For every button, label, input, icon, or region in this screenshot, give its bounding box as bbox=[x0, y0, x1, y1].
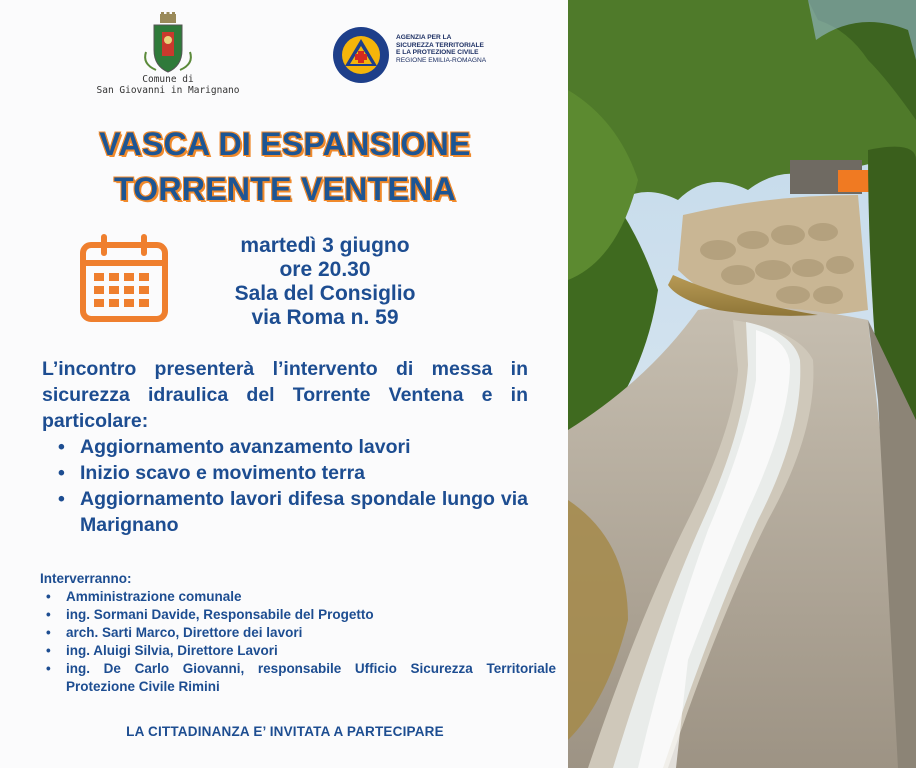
list-item: • Amministrazione comunale bbox=[40, 588, 556, 606]
list-item: • ing. De Carlo Giovanni, responsabile Ufficio Sicurezza Territoriale Protezione Civile Rimini bbox=[40, 660, 556, 696]
event-details bbox=[190, 234, 460, 330]
page-title bbox=[40, 122, 530, 212]
list-item: • Aggiornamento lavori difesa spondale lungo via Marignano bbox=[42, 486, 528, 538]
civil-protection-logo bbox=[332, 26, 390, 84]
stream-channel-photo bbox=[568, 0, 916, 768]
title-line-2: TORRENTE VENTENA bbox=[113, 171, 457, 207]
list-item: • Inizio scavo e movimento terra bbox=[42, 460, 528, 486]
calendar-icon bbox=[78, 233, 170, 325]
speakers-section bbox=[40, 570, 556, 696]
speakers-heading: Interverranno: bbox=[40, 571, 132, 586]
event-time: ore 20.30 bbox=[279, 258, 371, 281]
intro-bullet-list bbox=[42, 434, 528, 538]
municipality-name bbox=[80, 74, 256, 96]
event-date: martedì 3 giugno bbox=[240, 234, 410, 257]
agency-line-4: REGIONE EMILIA-ROMAGNA bbox=[396, 56, 487, 64]
agency-line-1: AGENZIA PER LA bbox=[396, 34, 452, 41]
event-place: Sala del Consiglio bbox=[234, 282, 416, 305]
list-item: • Aggiornamento avanzamento lavori bbox=[42, 434, 528, 460]
title-line-1: VASCA DI ESPANSIONE bbox=[99, 126, 471, 162]
agency-line-3: E LA PROTEZIONE CIVILE bbox=[396, 49, 479, 57]
comune-line-1: Comune di bbox=[142, 74, 194, 85]
agency-name bbox=[396, 34, 556, 64]
list-item: • ing. Sormani Davide, Responsabile del Progetto bbox=[40, 606, 556, 624]
intro-section bbox=[42, 356, 528, 538]
agency-line-2: SICUREZZA TERRITORIALE bbox=[396, 41, 484, 49]
speakers-list bbox=[40, 588, 556, 696]
event-address: via Roma n. 59 bbox=[251, 306, 399, 329]
intro-text: L’incontro presenterà l’intervento di messa in sicurezza idraulica del Torrente Ventena e in particolare: bbox=[42, 358, 528, 432]
municipal-crest-icon bbox=[140, 12, 196, 76]
list-item: • arch. Sarti Marco, Direttore dei lavori bbox=[40, 624, 556, 642]
comune-line-2: San Giovanni in Marignano bbox=[96, 85, 240, 96]
invitation-footer: LA CITTADINANZA E’ INVITATA A PARTECIPARE bbox=[126, 724, 444, 739]
list-item: • ing. Aluigi Silvia, Direttore Lavori bbox=[40, 642, 556, 660]
